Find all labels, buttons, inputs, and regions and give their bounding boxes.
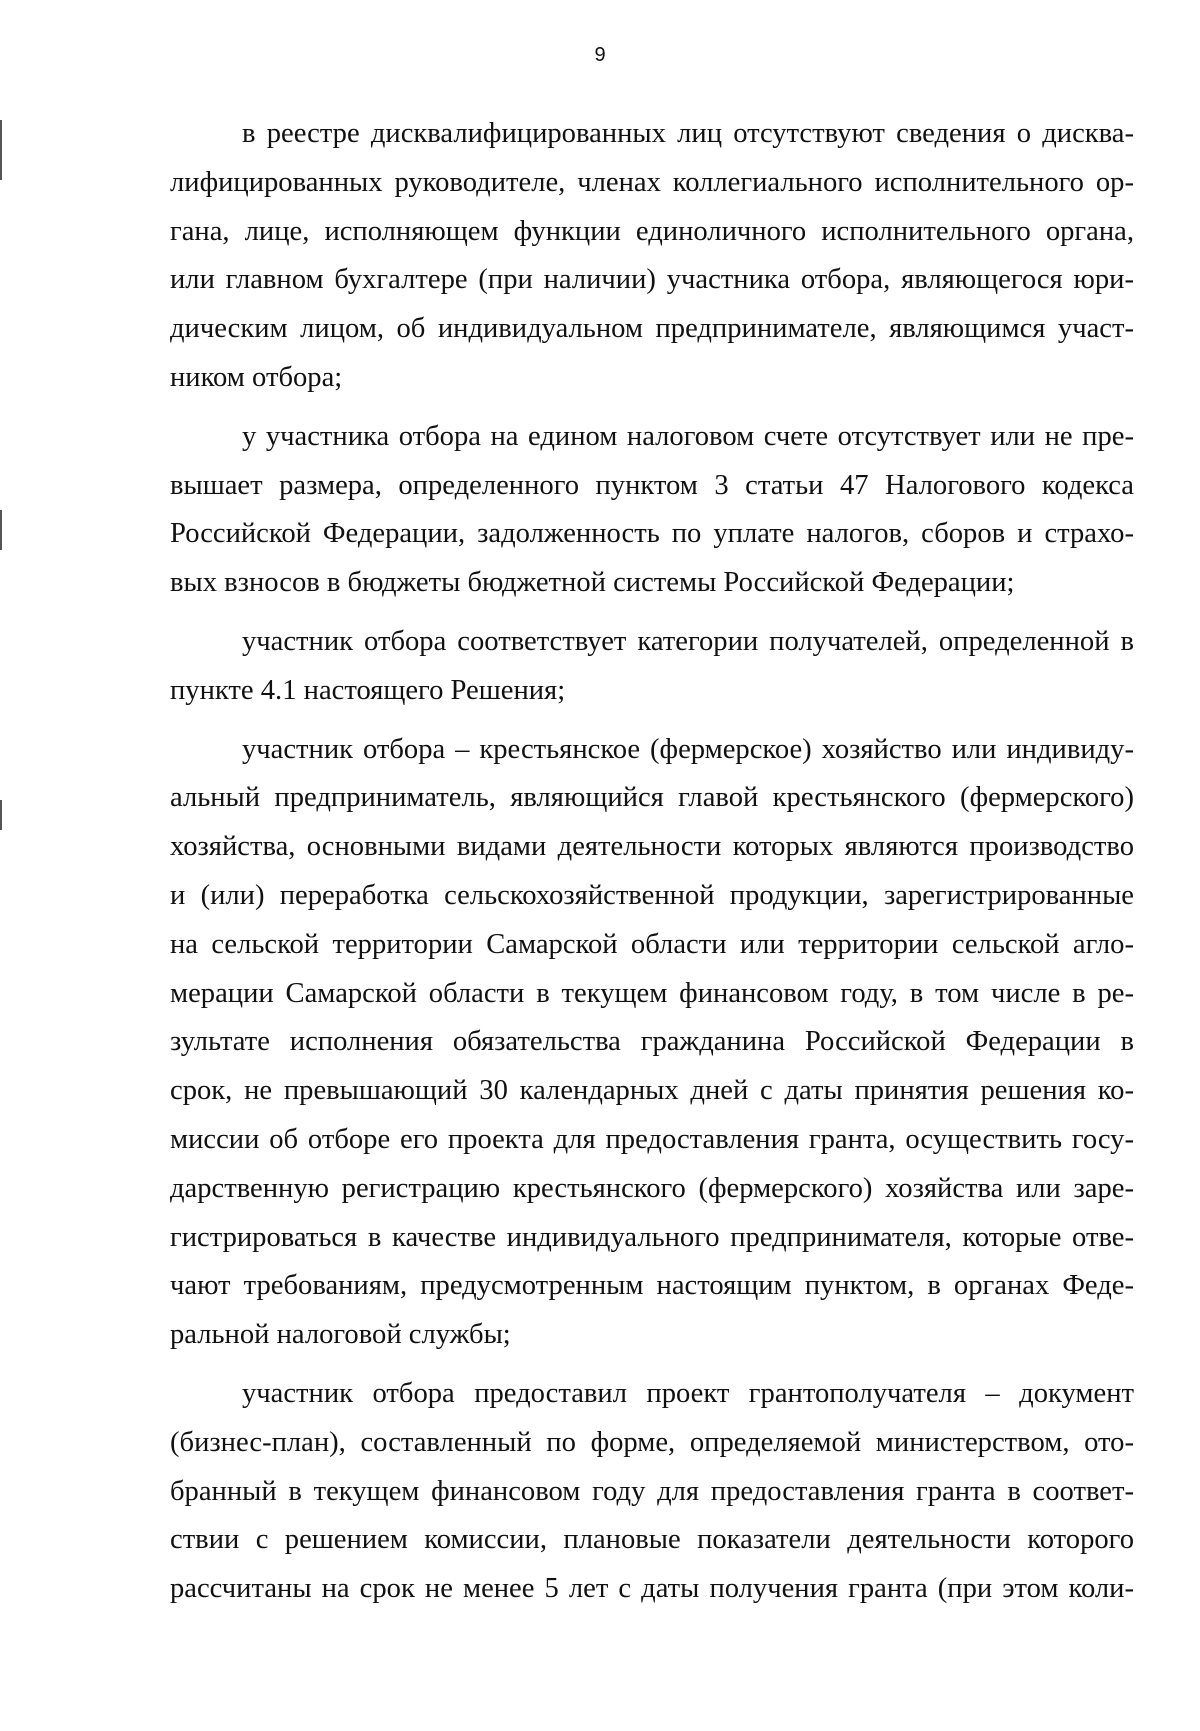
text-line: участник отбора соответствует категории получателей, определенной в [242, 625, 1134, 657]
paragraph-recipient-category [170, 618, 1134, 716]
text-line: участник отбора – крестьянское (фермерское) хозяйство или индивиду- [242, 733, 1134, 765]
paragraph-farm-registration [170, 726, 1134, 1360]
text-line: у участника отбора на едином налоговом счете отсутствует или не пре- [242, 420, 1134, 452]
scan-edge-mark [0, 800, 2, 830]
text-line: миссии об отборе его проекта для предоставления гранта, осуществить госу- [170, 1123, 1134, 1155]
text-line: на сельской территории Самарской области или территории сельской агло- [170, 928, 1134, 960]
text-line: вых взносов в бюджеты бюджетной системы Российской Федерации; [170, 567, 1015, 599]
text-line: ником отбора; [170, 361, 343, 393]
text-line: лифицированных руководителе, членах коллегиального исполнительного ор- [170, 166, 1134, 198]
scan-edge-mark [0, 510, 2, 550]
text-line: ральной налоговой службы; [170, 1319, 511, 1351]
text-line: чают требованиям, предусмотренным настоящим пунктом, в органах Феде- [170, 1270, 1134, 1302]
page-number: 9 [594, 44, 606, 66]
text-line: гана, лице, исполняющем функции единоличного исполнительного органа, [170, 215, 1134, 247]
text-line: альный предприниматель, являющийся главой крестьянского (фермерского) [170, 782, 1134, 814]
text-line: участник отбора предоставил проект грантополучателя – документ [242, 1377, 1134, 1409]
text-line: и (или) переработка сельскохозяйственной продукции, зарегистрированные [170, 879, 1134, 911]
paragraph-disqualified-registry [170, 110, 1134, 403]
text-line: (бизнес-план), составленный по форме, определяемой министерством, ото- [170, 1426, 1134, 1458]
text-line: рассчитаны на срок не менее 5 лет с даты получения гранта (при этом коли- [170, 1573, 1134, 1605]
text-line: в реестре дисквалифицированных лиц отсутствуют сведения о дисква- [242, 118, 1134, 149]
text-line: ствии с решением комиссии, плановые показатели деятельности которого [170, 1524, 1134, 1556]
paragraph-tax-debt [170, 413, 1134, 608]
text-line: срок, не превышающий 30 календарных дней с даты принятия решения ко- [170, 1075, 1134, 1107]
text-line: хозяйства, основными видами деятельности которых являются производство [170, 831, 1134, 863]
document-body [170, 110, 1134, 1614]
text-line: Российской Федерации, задолженность по уплате налогов, сборов и страхо- [170, 518, 1134, 550]
text-line: гистрироваться в качестве индивидуального предпринимателя, которые отве- [170, 1221, 1134, 1253]
text-line: мерации Самарской области в текущем финансовом году, в том числе в ре- [170, 977, 1134, 1009]
text-line: дарственную регистрацию крестьянского (фермерского) хозяйства или заре- [170, 1172, 1134, 1204]
text-line: зультате исполнения обязательства гражданина Российской Федерации в [170, 1026, 1134, 1058]
text-line: дическим лицом, об индивидуальном предпринимателе, являющимся участ- [170, 313, 1134, 345]
text-line: вышает размера, определенного пунктом 3 статьи 47 Налогового кодекса [170, 469, 1134, 501]
paragraph-business-plan [170, 1370, 1134, 1614]
text-line: бранный в текущем финансовом году для предоставления гранта в соответ- [170, 1475, 1134, 1507]
scan-edge-mark [0, 120, 2, 180]
text-line: пункте 4.1 настоящего Решения; [170, 674, 566, 706]
text-line: или главном бухгалтере (при наличии) участника отбора, являющегося юри- [170, 264, 1134, 296]
